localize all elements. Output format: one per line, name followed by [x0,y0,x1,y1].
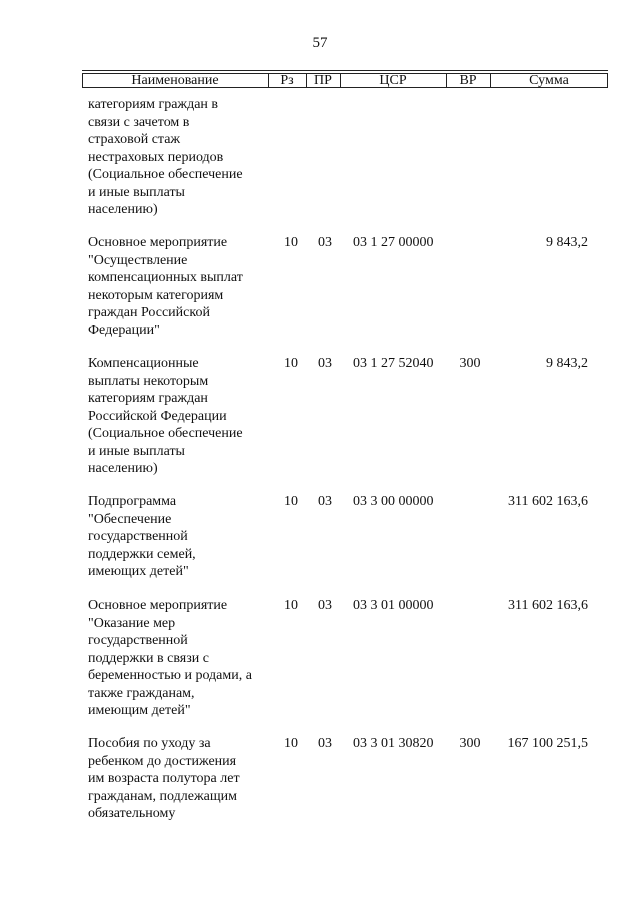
row-name: Основное мероприятие "Осуществление компенсационных выплат некоторым категориям граждан Российской Федерации" [88,235,243,338]
row-sum: 311 602 163,6 [508,598,588,613]
row-pr: 03 [318,736,332,751]
row-csr: 03 3 00 00000 [353,494,434,509]
row-name: Основное мероприятие "Оказание мер государственной поддержки в связи с беременностью и родами, а также гражданам, имеющим детей" [88,598,252,718]
row-rz: 10 [284,356,298,371]
row-csr: 03 1 27 52040 [353,356,434,371]
row-name: Компенсационные выплаты некоторым категориям граждан Российской Федерации (Социальное обеспечение и иные выплаты населению) [88,356,243,476]
header-sum: Сумма [529,73,569,88]
row-sum: 311 602 163,6 [508,494,588,509]
header-rz: Рз [280,73,294,88]
row-rz: 10 [284,494,298,509]
row-name: категориям граждан в связи с зачетом в страховой стаж нестраховых периодов (Социальное обеспечение и иные выплаты населению) [88,97,243,217]
row-csr: 03 3 01 00000 [353,598,434,613]
row-rz: 10 [284,598,298,613]
header-name: Наименование [131,73,219,88]
header-vr: ВР [459,73,477,88]
table-header [82,70,608,88]
row-name: Пособия по уходу за ребенком до достижения им возраста полутора лет гражданам, подлежащим обязательному [88,736,240,821]
header-pr: ПР [314,73,332,88]
row-pr: 03 [318,598,332,613]
row-vr: 300 [459,736,481,751]
page-number: 57 [312,35,328,51]
row-sum: 9 843,2 [546,235,588,250]
row-pr: 03 [318,494,332,509]
row-name: Подпрограмма "Обеспечение государственной поддержки семей, имеющих детей" [88,494,196,579]
row-rz: 10 [284,736,298,751]
row-sum: 167 100 251,5 [507,736,588,751]
header-csr: ЦСР [379,73,407,88]
row-pr: 03 [318,235,332,250]
row-csr: 03 3 01 30820 [353,736,434,751]
row-pr: 03 [318,356,332,371]
row-vr: 300 [459,356,481,371]
row-sum: 9 843,2 [546,356,588,371]
row-csr: 03 1 27 00000 [353,235,434,250]
row-rz: 10 [284,235,298,250]
